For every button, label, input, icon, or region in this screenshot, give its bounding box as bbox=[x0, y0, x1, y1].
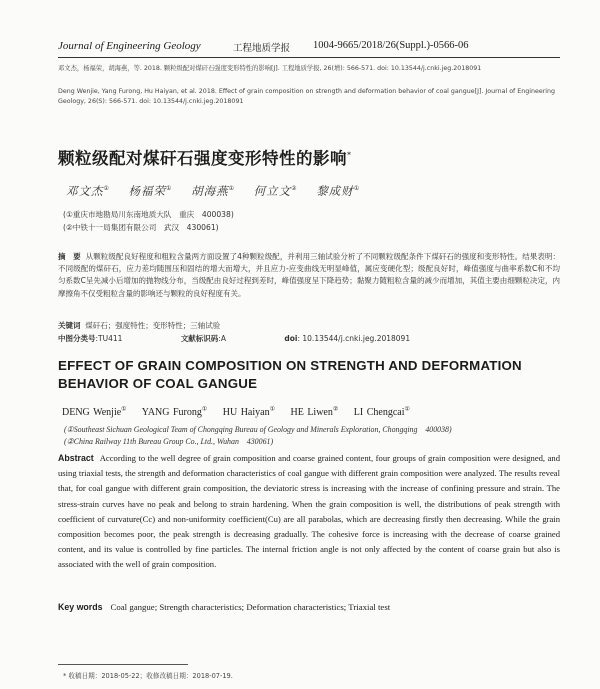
title-cn-text: 颗粒级配对煤矸石强度变形特性的影响 bbox=[58, 149, 347, 168]
author-cn: 杨福荣① bbox=[128, 184, 173, 198]
keywords-en-text: Coal gangue; Strength characteristics; Deformation characteristics; Triaxial test bbox=[110, 602, 391, 612]
classification-line bbox=[58, 333, 560, 344]
header-rule bbox=[58, 57, 560, 58]
abstract-en bbox=[58, 451, 560, 573]
author-en: DENG Wenjie① bbox=[62, 407, 127, 419]
keywords-cn-label: 关键词 bbox=[58, 321, 81, 330]
abstract-cn-label: 摘 要 bbox=[58, 252, 81, 261]
affiliation-cn: (①重庆市地勘局川东南地质大队 重庆 400038) bbox=[63, 210, 234, 219]
citation-en: Deng Wenjie, Yang Furong, Hu Haiyan, et al. 2018. Effect of grain composition on strength and deformation behavior of coal gangue[J]. Journal of Engineering Geology, 26(S): 566-571. doi: 10.13544/j.cnki.jeg.2018091 bbox=[58, 88, 556, 105]
author-cn: 胡海燕① bbox=[191, 184, 235, 198]
affiliation-cn: (②中铁十一局集团有限公司 武汉 430061) bbox=[63, 223, 219, 232]
author-en: HU Haiyan① bbox=[222, 407, 275, 419]
citation-cn: 邓文杰，杨福荣，胡海燕，等. 2018. 颗粒级配对煤矸石强度变形特性的影响[J]. 工程地质学报, 26(增): 566-571. doi: 10.13544/j.cnki.jeg.2018091 bbox=[58, 65, 482, 72]
keywords-cn bbox=[58, 320, 560, 331]
abstract-en-text: According to the well degree of grain composition and coarse grained content, four groups of grain composition were designed, and using triaxial tests, the strength and deformation characteristics of coal gangue with different grain composition were analyzed. The results reveal that, for coal gangue with different grain composition, the deviatoric stress is increasing with the increase of confining pressure and strain. The stress-strain curves have no peak and belong to strain hardening. When the grain composition is well, the distributions of peak strength with coefficient of curvature(Cc) and non-uniformity coefficient(Cu) are all parabolas, which are decreasing firstly then decreasing. While the grain composition becomes poor, the peak strength is decreasing gradually. The cohesive force is increasing with the decrease of coarse grained content, and its value is controlled by fine particles. The internal friction angle is not only affected by the content of coarse grain but also is associated with the well of grain composition. bbox=[58, 453, 560, 570]
doi: doi: 10.13544/j.cnki.jeg.2018091 bbox=[284, 334, 411, 343]
author-en: LI Chengcai① bbox=[353, 407, 410, 419]
footnote: * 收稿日期：2018-05-22；收修改稿日期：2018-07-19. bbox=[63, 672, 233, 680]
keywords-en-label: Key words bbox=[58, 602, 103, 612]
abstract-en-label: Abstract bbox=[58, 453, 94, 463]
document-code: 文献标识码:A bbox=[180, 334, 226, 343]
running-header bbox=[58, 40, 542, 54]
title-cn-footnote-mark: * bbox=[347, 150, 352, 160]
journal-name-cn: 工程地质学报 bbox=[233, 43, 291, 54]
authors-en bbox=[62, 406, 422, 418]
author-cn: 黎成财① bbox=[316, 184, 361, 198]
footnote-rule bbox=[58, 664, 188, 665]
journal-name: Journal of Engineering Geology bbox=[58, 40, 201, 52]
affiliation-en: (①Southeast Sichuan Geological Team of Chongqing Bureau of Geology and Minerals Exploration, Chongqing 400038) bbox=[64, 425, 452, 434]
authors-cn bbox=[66, 183, 360, 199]
clc-number: 中图分类号:TU411 bbox=[58, 334, 123, 343]
abstract-cn bbox=[58, 251, 560, 300]
title-en: EFFECT OF GRAIN COMPOSITION ON STRENGTH AND DEFORMATION BEHAVIOR OF COAL GANGUE bbox=[58, 358, 522, 391]
affiliation-en: (②China Railway 11th Bureau Group Co., Ltd., Wuhan 430061) bbox=[64, 437, 274, 446]
author-en: YANG Furong① bbox=[141, 407, 208, 419]
title-cn bbox=[58, 145, 352, 169]
author-cn: 邓文杰① bbox=[66, 184, 110, 198]
author-en: HE Liwen② bbox=[290, 407, 339, 419]
keywords-en bbox=[58, 602, 560, 612]
issue-code: 1004-9665/2018/26(Suppl.)-0566-06 bbox=[313, 40, 469, 51]
keywords-cn-text: 煤矸石；强度特性；变形特性；三轴试验 bbox=[85, 321, 221, 330]
author-cn: 何立文② bbox=[253, 184, 298, 198]
abstract-cn-text: 从颗粒级配良好程度和粗粒含量两方面设置了4种颗粒级配，并利用三轴试验分析了不同颗粒级配条件下煤矸石的强度和变形特性。结果表明：不同级配的煤矸石，应力差均随围压和固结的增大而增大，并且应力-应变曲线无明显峰值，属应变硬化型；级配良好时，峰值强度与曲率系数C和不均匀系数C呈先减小后增加的抛物线分布，当级配由良好过程到差时，峰值强度呈下降趋势；黏聚力随粗粒含量的减少而增加，其值主要由细颗粒决定，内摩擦角不仅受粗粒含量的影响还与颗粒的良好程度有关。 bbox=[58, 252, 560, 298]
